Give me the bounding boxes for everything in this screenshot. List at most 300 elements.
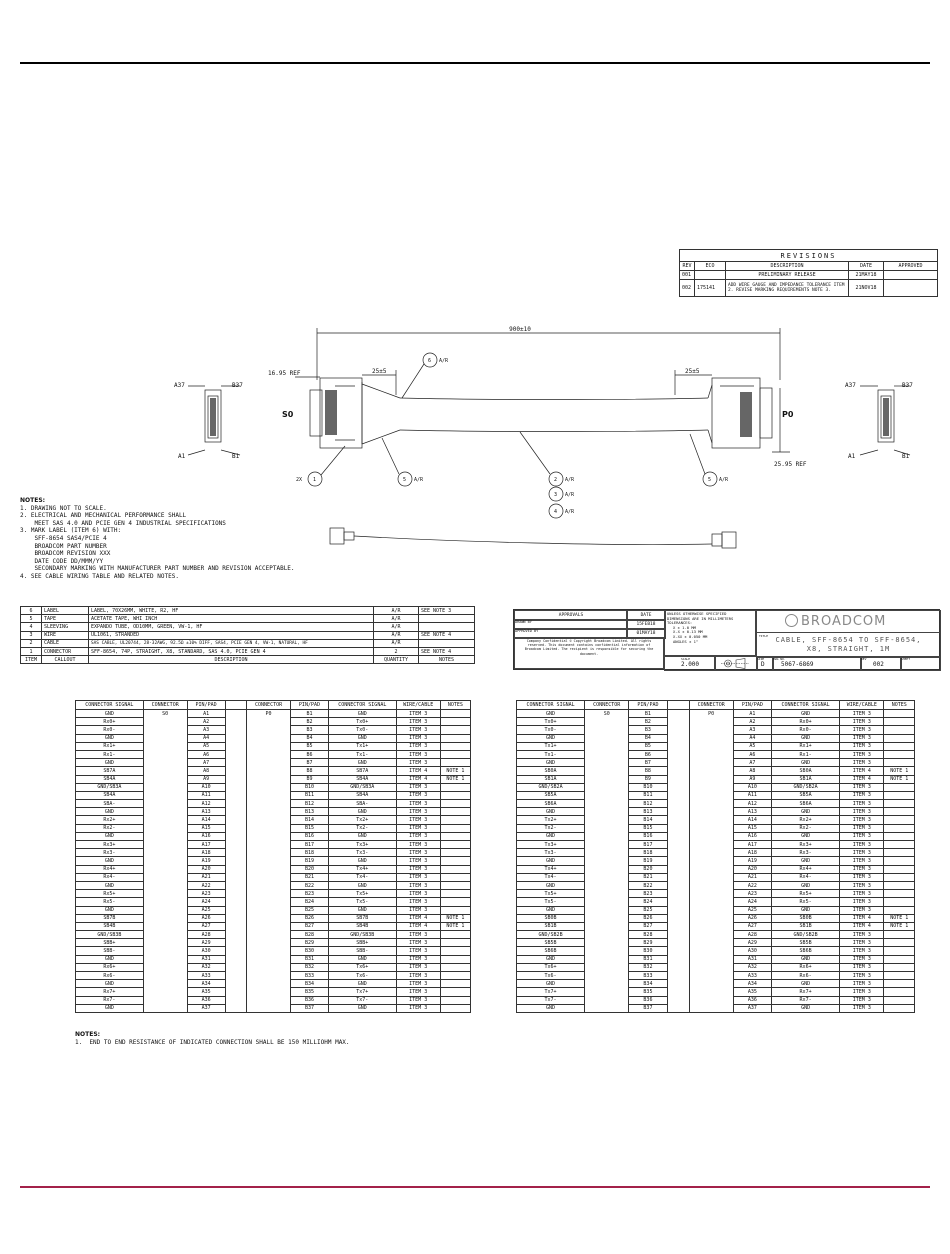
- wiring-cell-pin-b: B24: [291, 898, 329, 906]
- wiring-cell-wiring-note: [440, 906, 470, 914]
- wiring-cell-connector-a: [143, 955, 187, 963]
- bom-notes: [419, 623, 475, 631]
- wiring-cell-signal-a: Rx2-: [76, 824, 144, 832]
- wiring-cell-connector-b: [689, 980, 733, 988]
- wiring-cell-wire-cable: ITEM 3: [396, 783, 440, 791]
- wiring-cell-wire-cable: ITEM 3: [396, 841, 440, 849]
- broadcom-logo-icon: [785, 614, 798, 627]
- wiring-cell-signal-b: GND: [328, 980, 396, 988]
- wiring-cell-connector-b: [689, 750, 733, 758]
- wiring-cell-wiring-note: [884, 865, 915, 873]
- wiring-cell-pin-a: B9: [629, 775, 667, 783]
- wiring-cell-pair-marker: [225, 750, 247, 758]
- top-rule: [20, 62, 930, 64]
- wiring-cell-connector-b: [689, 865, 733, 873]
- wiring-cell-connector-b: [689, 734, 733, 742]
- wiring-row: [76, 832, 471, 840]
- wiring-cell-signal-b: SB6B: [772, 947, 840, 955]
- wiring-cell-wiring-note: NOTE 1: [884, 922, 915, 930]
- callout-number-tape: 4: [554, 509, 558, 515]
- wiring-row: [517, 1004, 915, 1012]
- wiring-cell-wiring-note: [884, 742, 915, 750]
- wiring-row: [76, 734, 471, 742]
- wiring-cell-signal-b: Tx4+: [328, 865, 396, 873]
- wiring-cell-connector-a: [143, 849, 187, 857]
- wiring-cell-signal-b: GND: [772, 734, 840, 742]
- wiring-cell-pin-a: B36: [629, 996, 667, 1004]
- wiring-cell-connector-a: [585, 1004, 629, 1012]
- wiring-cell-signal-a: GND: [517, 906, 585, 914]
- wiring-cell-connector-a: [143, 734, 187, 742]
- wiring-cell-wiring-note: NOTE 1: [440, 775, 470, 783]
- tolerance-block: [664, 610, 756, 656]
- wiring-row: [517, 808, 915, 816]
- bom-callout: CONNECTOR: [42, 647, 89, 655]
- bom-qty: A/R: [374, 639, 419, 647]
- wiring-cell-wiring-note: [884, 955, 915, 963]
- wiring-cell-connector-b: [247, 939, 291, 947]
- wiring-cell-signal-b: SB5B: [772, 939, 840, 947]
- wiring-cell-connector-a: [143, 767, 187, 775]
- wiring-cell-signal-b: GND: [328, 955, 396, 963]
- wiring-cell-signal-b: SBB-: [328, 947, 396, 955]
- wiring-cell-signal-b: SB1B: [772, 922, 840, 930]
- wiring-cell-connector-b: [247, 963, 291, 971]
- bom-description: ACETATE TAPE, WHI INCH: [89, 615, 374, 623]
- approvals-label: APPROVALS: [514, 610, 628, 621]
- wiring-cell-pair-marker: [667, 898, 689, 906]
- wiring-column-header: CONNECTOR SIGNAL: [772, 701, 840, 710]
- drawn-date: 15FEB18: [626, 619, 666, 630]
- wiring-cell-connector-b: [689, 791, 733, 799]
- wiring-row: [76, 947, 471, 955]
- wiring-cell-pair-marker: [667, 832, 689, 840]
- wiring-cell-pair-marker: [225, 849, 247, 857]
- wiring-cell-connector-b: [247, 873, 291, 881]
- wiring-cell-connector-b: [689, 873, 733, 881]
- wiring-cell-pair-marker: [225, 996, 247, 1004]
- rev-value: 002: [873, 661, 884, 668]
- wiring-cell-pin-b: A28: [733, 931, 771, 939]
- wiring-cell-signal-b: GND: [328, 857, 396, 865]
- wiring-cell-pin-a: A8: [187, 767, 225, 775]
- wiring-cell-pair-marker: [667, 759, 689, 767]
- wiring-cell-pin-b: B22: [291, 881, 329, 889]
- wiring-cell-wiring-note: [884, 988, 915, 996]
- wiring-cell-signal-b: GND: [772, 759, 840, 767]
- wiring-cell-pair-marker: [667, 947, 689, 955]
- wiring-cell-connector-a: [585, 734, 629, 742]
- wiring-cell-pin-a: A23: [187, 890, 225, 898]
- wiring-cell-connector-a: [585, 906, 629, 914]
- wiring-cell-pin-a: B28: [629, 931, 667, 939]
- note-line: 2. ELECTRICAL AND MECHANICAL PERFORMANCE SHALL: [20, 512, 187, 520]
- wiring-cell-connector-b: [247, 849, 291, 857]
- wiring-cell-signal-b: GND/SB2A: [772, 783, 840, 791]
- wiring-cell-connector-a: [143, 898, 187, 906]
- wiring-cell-connector-b: [689, 775, 733, 783]
- wiring-cell-pair-marker: [667, 857, 689, 865]
- wiring-cell-wiring-note: [884, 816, 915, 824]
- wiring-cell-signal-a: GND: [517, 710, 585, 718]
- wiring-cell-wire-cable: ITEM 3: [840, 832, 884, 840]
- wiring-cell-connector-a: [143, 742, 187, 750]
- wiring-cell-connector-a: [585, 881, 629, 889]
- wiring-row: [517, 775, 915, 783]
- right-b37-label: B37: [902, 382, 913, 389]
- wiring-cell-pair-marker: [667, 890, 689, 898]
- wiring-cell-connector-b: [689, 914, 733, 922]
- wiring-cell-signal-a: Tx5+: [517, 890, 585, 898]
- right-a1-label: A1: [848, 453, 856, 460]
- wiring-cell-connector-a: [143, 873, 187, 881]
- wiring-cell-wiring-note: [884, 791, 915, 799]
- wiring-column-header: PIN/PAD: [291, 701, 329, 710]
- wiring-cell-pin-b: B10: [291, 783, 329, 791]
- wiring-cell-pair-marker: [667, 931, 689, 939]
- wiring-cell-pair-marker: [667, 939, 689, 947]
- wiring-cell-signal-a: SB0A: [517, 767, 585, 775]
- wiring-cell-signal-a: Tx3+: [517, 841, 585, 849]
- wiring-cell-wire-cable: ITEM 3: [396, 734, 440, 742]
- wiring-cell-connector-b: [247, 808, 291, 816]
- wiring-cell-pair-marker: [225, 816, 247, 824]
- tolerance-line: X.X ± 0.13 MM: [673, 629, 703, 635]
- left-a37-label: A37: [174, 382, 185, 389]
- wiring-cell-pin-b: B31: [291, 955, 329, 963]
- wiring-row: [76, 906, 471, 914]
- wiring-cell-pin-b: A26: [733, 914, 771, 922]
- bom-description: EXPANDO TUBE, OD10MM, GREEN, VW-1, HF: [89, 623, 374, 631]
- wiring-cell-pair-marker: [667, 980, 689, 988]
- wiring-cell-signal-b: SBA-: [328, 800, 396, 808]
- wiring-cell-pin-b: B2: [291, 718, 329, 726]
- wiring-cell-connector-b: [247, 996, 291, 1004]
- wiring-row: [517, 824, 915, 832]
- wiring-table-left: [75, 700, 471, 1013]
- wiring-cell-connector-b: [247, 906, 291, 914]
- wiring-cell-signal-b: SBB+: [328, 939, 396, 947]
- tolerance-line: X ± 1.0 MM: [673, 624, 696, 630]
- wiring-row: [517, 832, 915, 840]
- wiring-cell-pin-a: A5: [187, 742, 225, 750]
- wiring-cell-connector-a: [143, 939, 187, 947]
- bom-item: 1: [21, 647, 42, 655]
- wiring-cell-pin-a: A15: [187, 824, 225, 832]
- wiring-cell-pair-marker: [667, 718, 689, 726]
- wiring-cell-connector-b: [247, 922, 291, 930]
- left-b1-label: B1: [232, 453, 240, 460]
- wiring-cell-signal-b: GND: [328, 759, 396, 767]
- wiring-cell-pair-marker: [225, 922, 247, 930]
- wiring-cell-wiring-note: [440, 816, 470, 824]
- wiring-cell-connector-b: [247, 890, 291, 898]
- note-line: BROADCOM PART NUMBER: [20, 542, 107, 550]
- wiring-cell-connector-b: [247, 865, 291, 873]
- wiring-cell-pair-marker: [225, 742, 247, 750]
- wiring-column-header: CONNECTOR SIGNAL: [517, 701, 585, 710]
- wiring-cell-signal-b: SB1A: [772, 775, 840, 783]
- wiring-cell-pair-marker: [667, 906, 689, 914]
- callout-qty-label: A/R: [439, 358, 449, 364]
- wiring-cell-wire-cable: ITEM 3: [840, 857, 884, 865]
- bom-item: 4: [21, 623, 42, 631]
- wiring-cell-pin-a: A2: [187, 718, 225, 726]
- left-a1-label: A1: [178, 453, 186, 460]
- wiring-cell-signal-b: Rx0+: [772, 718, 840, 726]
- drawing-title-line1: CABLE, SFF-8654 TO SFF-8654,: [775, 636, 922, 644]
- wiring-cell-connector-a: [585, 857, 629, 865]
- wiring-cell-pin-b: A10: [733, 783, 771, 791]
- wiring-cell-signal-b: GND/SB2B: [772, 931, 840, 939]
- wiring-cell-signal-a: GND: [517, 980, 585, 988]
- wiring-cell-wire-cable: ITEM 3: [396, 890, 440, 898]
- wiring-cell-pin-b: A18: [733, 849, 771, 857]
- wiring-cell-signal-a: SB4B: [76, 922, 144, 930]
- wiring-cell-pin-b: B27: [291, 922, 329, 930]
- wiring-cell-signal-b: SB0A: [772, 767, 840, 775]
- wiring-cell-pair-marker: [225, 939, 247, 947]
- wiring-cell-wire-cable: ITEM 3: [840, 791, 884, 799]
- wiring-cell-wire-cable: ITEM 3: [840, 890, 884, 898]
- wiring-cell-signal-a: Rx3-: [76, 849, 144, 857]
- approved-col-header: APPROVED: [884, 262, 938, 271]
- wiring-cell-pin-a: B31: [629, 955, 667, 963]
- rev-cell: 001: [680, 271, 695, 280]
- wiring-cell-signal-b: Tx7+: [328, 988, 396, 996]
- wiring-cell-signal-a: GND: [517, 808, 585, 816]
- wiring-row: [76, 972, 471, 980]
- wiring-cell-connector-a: [143, 816, 187, 824]
- wiring-cell-signal-b: Rx7+: [772, 988, 840, 996]
- eco-cell: [695, 271, 726, 280]
- wiring-cell-connector-b: [689, 881, 733, 889]
- wiring-cell-signal-b: GND: [772, 710, 840, 718]
- note-line: BROADCOM REVISION XXX: [20, 550, 111, 558]
- bom-footer-notes: NOTES: [419, 656, 475, 664]
- wiring-cell-signal-a: Tx0+: [517, 718, 585, 726]
- wiring-cell-connector-a: [143, 759, 187, 767]
- wiring-cell-signal-b: SB4A: [328, 775, 396, 783]
- wiring-cell-pin-b: B18: [291, 849, 329, 857]
- sheet-box: [900, 656, 941, 671]
- bom-notes: SEE NOTE 3: [419, 607, 475, 615]
- wiring-row: [76, 791, 471, 799]
- wiring-cell-connector-b: [689, 996, 733, 1004]
- bom-item: 2: [21, 639, 42, 647]
- wiring-cell-pin-b: B8: [291, 767, 329, 775]
- wiring-cell-signal-a: GND: [76, 906, 144, 914]
- confidential-notice: Company Confidential © Copyright Broadcom Limited. All rights reserved. This document contains confidential information of Broadcom Limited. The recipient is responsible for securing the document.: [514, 637, 664, 669]
- eco-col-header: ECO: [695, 262, 726, 271]
- wiring-cell-signal-b: Tx2+: [328, 816, 396, 824]
- wiring-cell-pair-marker: [667, 881, 689, 889]
- wiring-cell-pair-marker: [667, 841, 689, 849]
- wiring-cell-pin-a: A19: [187, 857, 225, 865]
- wiring-cell-wiring-note: [440, 832, 470, 840]
- wiring-cell-wire-cable: ITEM 4: [396, 775, 440, 783]
- wiring-cell-wiring-note: NOTE 1: [884, 767, 915, 775]
- wiring-cell-pin-b: B23: [291, 890, 329, 898]
- wiring-cell-pair-marker: [667, 767, 689, 775]
- wiring-cell-signal-b: GND: [772, 881, 840, 889]
- bom-callout: TAPE: [42, 615, 89, 623]
- wiring-cell-connector-b: [247, 832, 291, 840]
- wiring-cell-signal-b: GND: [772, 808, 840, 816]
- wiring-cell-pin-a: A3: [187, 726, 225, 734]
- wiring-cell-pin-b: B6: [291, 750, 329, 758]
- scale-label: SCALE: [681, 657, 691, 661]
- dwg-label: DWG NO.: [773, 657, 786, 661]
- wiring-cell-wire-cable: ITEM 3: [840, 824, 884, 832]
- wiring-cell-wiring-note: [440, 898, 470, 906]
- wiring-cell-connector-b: [689, 963, 733, 971]
- wiring-cell-connector-a: [585, 947, 629, 955]
- wiring-cell-pin-a: B15: [629, 824, 667, 832]
- wiring-cell-signal-a: Rx3+: [76, 841, 144, 849]
- wiring-cell-pin-b: A30: [733, 947, 771, 955]
- note-line: 1. DRAWING NOT TO SCALE.: [20, 504, 107, 512]
- wiring-cell-wire-cable: ITEM 3: [840, 734, 884, 742]
- wiring-cell-pin-a: B32: [629, 963, 667, 971]
- wiring-cell-pair-marker: [667, 775, 689, 783]
- wiring-cell-wiring-note: [884, 963, 915, 971]
- general-notes: [20, 497, 320, 581]
- wiring-cell-connector-a: [143, 972, 187, 980]
- wiring-cell-pin-b: B15: [291, 824, 329, 832]
- wiring-cell-signal-a: Rx7-: [76, 996, 144, 1004]
- wiring-cell-connector-b: [689, 922, 733, 930]
- bom-description: SAS CABLE, UL20744, 28-32AWG, 92.5Ω ±10% DIFF, SAS4, PCIE GEN 4, VW-1, NATURAL, HF: [89, 639, 374, 647]
- wiring-cell-connector-a: [585, 808, 629, 816]
- wiring-cell-signal-a: Rx6-: [76, 972, 144, 980]
- wiring-cell-pin-b: B1: [291, 710, 329, 718]
- wiring-cell-wiring-note: [440, 972, 470, 980]
- wiring-cell-pin-b: B26: [291, 914, 329, 922]
- wiring-cell-signal-b: GND: [772, 832, 840, 840]
- wiring-cell-wiring-note: [440, 980, 470, 988]
- wiring-cell-connector-a: [143, 881, 187, 889]
- wiring-cell-connector-a: [143, 857, 187, 865]
- wiring-cell-connector-a: [585, 873, 629, 881]
- wiring-cell-signal-a: SBA-: [76, 800, 144, 808]
- wiring-cell-wire-cable: ITEM 3: [396, 750, 440, 758]
- wiring-cell-wiring-note: [884, 1004, 915, 1012]
- wiring-cell-pair-marker: [225, 759, 247, 767]
- wiring-cell-pin-a: B10: [629, 783, 667, 791]
- callout-qty-sleeve-left: A/R: [414, 477, 424, 483]
- wiring-cell-pin-b: A15: [733, 824, 771, 832]
- wiring-cell-pin-b: B30: [291, 947, 329, 955]
- wiring-cell-pin-a: B29: [629, 939, 667, 947]
- wiring-note-line: 1. END TO END RESISTANCE OF INDICATED CONNECTION SHALL BE 150 MILLIOHM MAX.: [75, 1039, 350, 1046]
- wiring-cell-wiring-note: [440, 955, 470, 963]
- wiring-row: [76, 824, 471, 832]
- wiring-cell-signal-a: Tx6+: [517, 963, 585, 971]
- wiring-cell-wiring-note: [884, 750, 915, 758]
- revisions-table: [679, 249, 938, 297]
- wiring-cell-pair-marker: [667, 922, 689, 930]
- wiring-cell-connector-a: [143, 988, 187, 996]
- sheet-label: SHEET: [901, 657, 911, 661]
- wiring-cell-pair-marker: [225, 857, 247, 865]
- wiring-cell-connector-a: [143, 718, 187, 726]
- wiring-cell-connector-b: [247, 726, 291, 734]
- bom-row: [21, 615, 475, 623]
- wiring-cell-signal-b: Rx2+: [772, 816, 840, 824]
- title-block: [513, 609, 940, 670]
- wiring-cell-pin-a: B4: [629, 734, 667, 742]
- wiring-row: [76, 808, 471, 816]
- callout-qty-cable: A/R: [565, 477, 575, 483]
- wiring-cell-signal-a: Tx2-: [517, 824, 585, 832]
- wiring-cell-wiring-note: [440, 783, 470, 791]
- wiring-cell-signal-a: GND: [76, 955, 144, 963]
- bill-of-materials: [20, 606, 475, 664]
- wiring-cell-signal-a: Tx1-: [517, 750, 585, 758]
- wiring-cell-pin-b: A25: [733, 906, 771, 914]
- wiring-cell-signal-a: GND: [76, 808, 144, 816]
- wiring-column-header: CONNECTOR: [143, 701, 187, 710]
- wiring-cell-signal-a: GND: [76, 734, 144, 742]
- wiring-row: [76, 873, 471, 881]
- wiring-cell-signal-a: SB5A: [517, 791, 585, 799]
- wiring-cell-pair-marker: [667, 873, 689, 881]
- note-line: DATE CODE DD/MMM/YY: [20, 557, 104, 565]
- right-connector-body: [712, 378, 760, 448]
- wiring-cell-pin-a: B23: [629, 890, 667, 898]
- wiring-cell-connector-a: [585, 996, 629, 1004]
- wiring-cell-wire-cable: ITEM 4: [840, 914, 884, 922]
- wiring-row: [76, 881, 471, 889]
- date-col-header: DATE: [849, 262, 884, 271]
- wiring-cell-signal-a: GND: [76, 759, 144, 767]
- wiring-cell-wiring-note: NOTE 1: [440, 914, 470, 922]
- wiring-cell-pin-b: B12: [291, 800, 329, 808]
- wiring-cell-signal-a: Rx5-: [76, 898, 144, 906]
- wiring-column-header: CONNECTOR: [585, 701, 629, 710]
- wiring-cell-pin-a: A37: [187, 1004, 225, 1012]
- wiring-cell-pair-marker: [667, 972, 689, 980]
- wiring-row: [517, 914, 915, 922]
- wiring-cell-pair-marker: [225, 841, 247, 849]
- callout-qty-tape: A/R: [565, 509, 575, 515]
- wiring-cell-signal-a: SB4A: [76, 775, 144, 783]
- wiring-cell-wire-cable: ITEM 3: [840, 898, 884, 906]
- wiring-column-header: NOTES: [884, 701, 915, 710]
- bom-item: 3: [21, 631, 42, 639]
- wiring-cell-wiring-note: [884, 718, 915, 726]
- wiring-cell-signal-b: GND: [772, 906, 840, 914]
- wiring-cell-signal-a: SBB-: [76, 947, 144, 955]
- wiring-cell-connector-b: [689, 726, 733, 734]
- wiring-cell-pin-b: A19: [733, 857, 771, 865]
- wiring-cell-signal-b: SB6A: [772, 800, 840, 808]
- date-cell: 21NOV18: [849, 280, 884, 297]
- wiring-cell-connector-b: [689, 816, 733, 824]
- wiring-cell-connector-a: [585, 914, 629, 922]
- callout-qty-sleeve-right: A/R: [719, 477, 729, 483]
- wiring-row: [517, 816, 915, 824]
- wiring-cell-wiring-note: [440, 947, 470, 955]
- wiring-cell-connector-a: [585, 767, 629, 775]
- logo-box: [756, 610, 941, 633]
- wiring-cell-connector-a: [585, 775, 629, 783]
- wiring-row: [76, 963, 471, 971]
- wiring-row: [76, 718, 471, 726]
- wiring-cell-pin-a: B27: [629, 922, 667, 930]
- wiring-row: [76, 759, 471, 767]
